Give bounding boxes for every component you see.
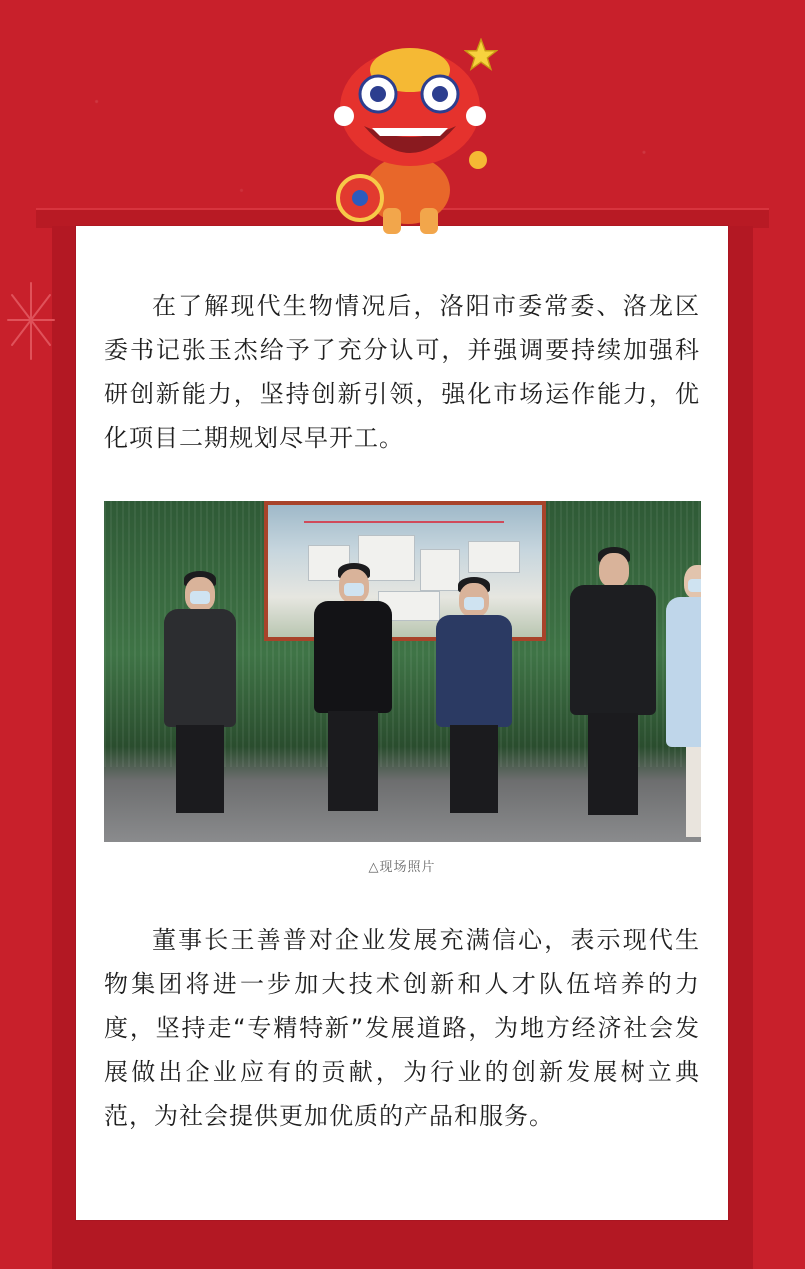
photo-caption: △现场照片 xyxy=(368,860,436,875)
firework-burst-icon xyxy=(6,275,56,365)
article-paragraph-1: 在了解现代生物情况后，洛阳市委常委、洛龙区委书记张玉杰给予了充分认可，并强调要持续加强科研创新能力，坚持创新引领，强化市场运作能力，优化项目二期规划尽早开工。 xyxy=(104,292,700,452)
person-5 xyxy=(666,561,701,831)
person-1 xyxy=(164,571,236,821)
article-paragraph-2: 董事长王善普对企业发展充满信心，表示现代生物集团将进一步加大技术创新和人才队伍培养的力度，坚持走“专精特新”发展道路，为地方经济社会发展做出企业应有的贡献，为行业的创新发展树立典范，为社会提供更加优质的产品和服务。 xyxy=(104,926,700,1130)
person-4 xyxy=(570,547,656,827)
person-2 xyxy=(314,563,392,821)
billboard-building xyxy=(468,541,520,573)
person-3 xyxy=(436,577,512,821)
billboard-title-strip xyxy=(304,511,504,523)
star-icon xyxy=(464,38,498,72)
site-photo xyxy=(104,501,701,842)
article-card xyxy=(76,226,728,1220)
